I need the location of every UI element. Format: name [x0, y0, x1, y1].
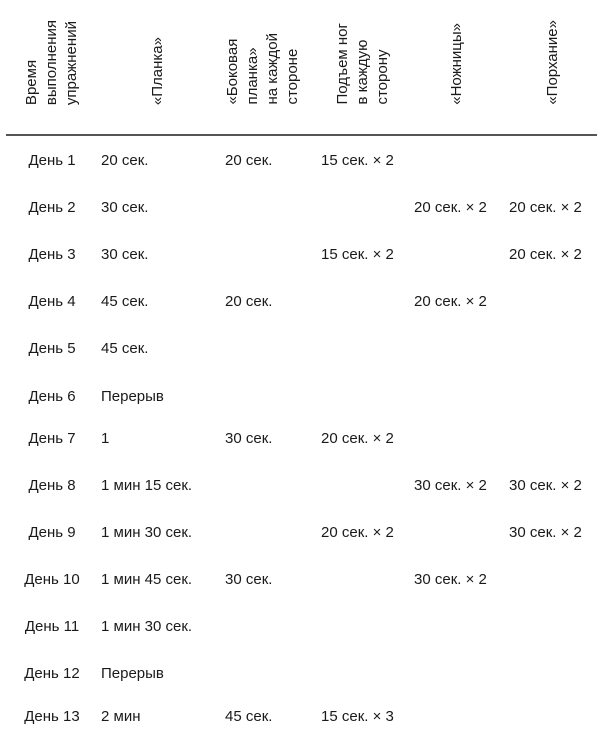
day-cell: День 2 — [28, 199, 76, 216]
plank-cell: 1 мин 45 сек. — [101, 571, 193, 588]
table-row — [0, 663, 603, 685]
day-cell: День 4 — [28, 293, 76, 310]
plank-cell: 45 сек. — [101, 340, 149, 357]
plank-cell: Перерыв — [101, 388, 164, 405]
day-cell: День 11 — [24, 618, 80, 635]
plank-cell: 45 сек. — [101, 293, 149, 310]
flutter-cell: 20 сек. × 2 — [509, 199, 582, 216]
plank-cell: 1 мин 30 сек. — [101, 524, 193, 541]
leg-raise-cell: 20 сек. × 2 — [321, 524, 394, 541]
scissors-cell: 30 сек. × 2 — [414, 571, 487, 588]
table-header — [0, 0, 603, 135]
day-cell: День 1 — [28, 152, 76, 169]
side-plank-cell: 45 сек. — [225, 708, 273, 725]
table-row — [0, 522, 603, 544]
plank-cell: Перерыв — [101, 665, 164, 682]
table-row — [0, 475, 603, 497]
table-row — [0, 616, 603, 638]
scissors-cell: 30 сек. × 2 — [414, 477, 487, 494]
header-scissors: «Ножницы» — [448, 23, 465, 105]
flutter-cell: 20 сек. × 2 — [509, 246, 582, 263]
header-time: Время выполнения упражнений — [23, 19, 80, 105]
day-cell: День 7 — [28, 430, 76, 447]
header-leg-raise: Подъем ног в каждую сторону — [334, 23, 391, 105]
flutter-cell: 30 сек. × 2 — [509, 477, 582, 494]
day-cell: День 5 — [28, 340, 76, 357]
leg-raise-cell: 15 сек. × 2 — [321, 246, 394, 263]
leg-raise-cell: 20 сек. × 2 — [321, 430, 394, 447]
plank-cell: 20 сек. — [101, 152, 149, 169]
table-row — [0, 150, 603, 172]
table-row — [0, 386, 603, 408]
header-side-plank: «Боковая планка» на каждой стороне — [224, 33, 301, 105]
plank-cell: 1 — [101, 430, 110, 447]
plank-cell: 30 сек. — [101, 246, 149, 263]
flutter-cell: 30 сек. × 2 — [509, 524, 582, 541]
leg-raise-cell: 15 сек. × 3 — [321, 708, 394, 725]
scissors-cell: 20 сек. × 2 — [414, 293, 487, 310]
day-cell: День 10 — [24, 571, 80, 588]
side-plank-cell: 30 сек. — [225, 430, 273, 447]
side-plank-cell: 20 сек. — [225, 293, 273, 310]
header-flutter: «Порхание» — [544, 20, 561, 105]
table-row — [0, 197, 603, 219]
plank-cell: 30 сек. — [101, 199, 149, 216]
day-cell: День 12 — [24, 665, 80, 682]
plank-cell: 1 мин 30 сек. — [101, 618, 193, 635]
header-divider — [6, 134, 597, 136]
table-row — [0, 706, 603, 728]
plank-cell: 1 мин 15 сек. — [101, 477, 193, 494]
day-cell: День 9 — [28, 524, 76, 541]
side-plank-cell: 20 сек. — [225, 152, 273, 169]
scissors-cell: 20 сек. × 2 — [414, 199, 487, 216]
table-row — [0, 244, 603, 266]
leg-raise-cell: 15 сек. × 2 — [321, 152, 394, 169]
table-row — [0, 291, 603, 313]
table-row — [0, 338, 603, 360]
day-cell: День 8 — [28, 477, 76, 494]
plank-cell: 2 мин — [101, 708, 141, 725]
table-row — [0, 569, 603, 591]
header-plank: «Планка» — [149, 36, 166, 105]
day-cell: День 6 — [28, 388, 76, 405]
day-cell: День 13 — [24, 708, 80, 725]
side-plank-cell: 30 сек. — [225, 571, 273, 588]
day-cell: День 3 — [28, 246, 76, 263]
table-row — [0, 428, 603, 450]
